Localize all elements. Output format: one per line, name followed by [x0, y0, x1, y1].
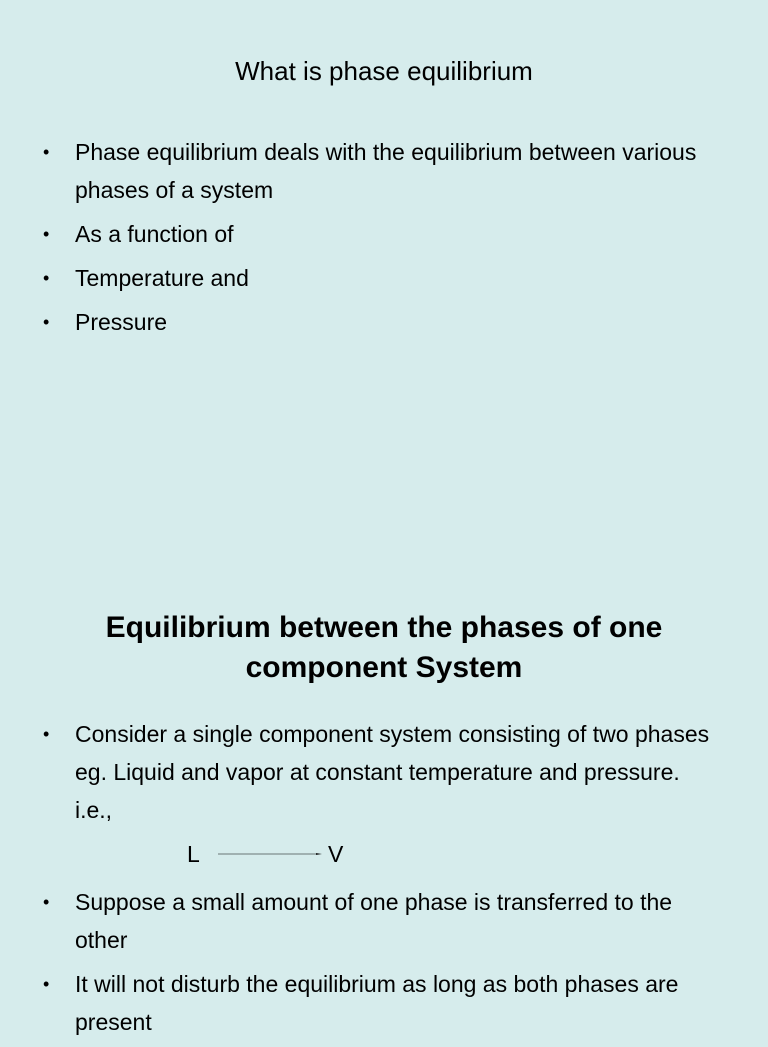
bullet-dot-icon: •	[43, 892, 50, 912]
bullet-dot-icon: •	[43, 224, 50, 244]
bullet-item	[40, 883, 720, 959]
bullet-item	[40, 715, 720, 829]
reaction-vapor-label: V	[328, 841, 344, 867]
slide-title: Equilibrium between the phases of one component System	[105, 611, 663, 684]
bullet-text: Consider a single component system consisting of two phases eg. Liquid and vapor at constant temperature and pressure. i.e.,	[75, 721, 710, 823]
bullet-dot-icon: •	[43, 974, 50, 994]
bullet-item	[40, 259, 720, 297]
slide-one-component-system	[0, 560, 768, 1035]
reaction-equation	[40, 835, 720, 877]
bullet-text: Pressure	[75, 309, 168, 335]
bullet-text: Suppose a small amount of one phase is transferred to the other	[75, 889, 673, 953]
bullet-dot-icon: •	[43, 142, 50, 162]
bullet-dot-icon: •	[43, 724, 50, 744]
slide-title: What is phase equilibrium	[235, 56, 533, 86]
bullet-text: Phase equilibrium deals with the equilibrium between various phases of a system	[75, 139, 697, 203]
bullet-dot-icon: •	[43, 312, 50, 332]
bullet-item	[40, 303, 720, 341]
bullet-item	[40, 965, 720, 1041]
bullet-text: As a function of	[75, 221, 234, 247]
bullet-item	[40, 215, 720, 253]
bullet-text: Temperature and	[75, 265, 249, 291]
bullet-item	[40, 133, 720, 209]
bullet-dot-icon: •	[43, 268, 50, 288]
right-arrow-icon	[218, 853, 322, 855]
bullet-list	[40, 133, 720, 347]
bullet-list	[40, 715, 720, 1047]
reaction-liquid-label: L	[187, 841, 200, 867]
bullet-text: It will not disturb the equilibrium as long as both phases are present	[75, 971, 679, 1035]
